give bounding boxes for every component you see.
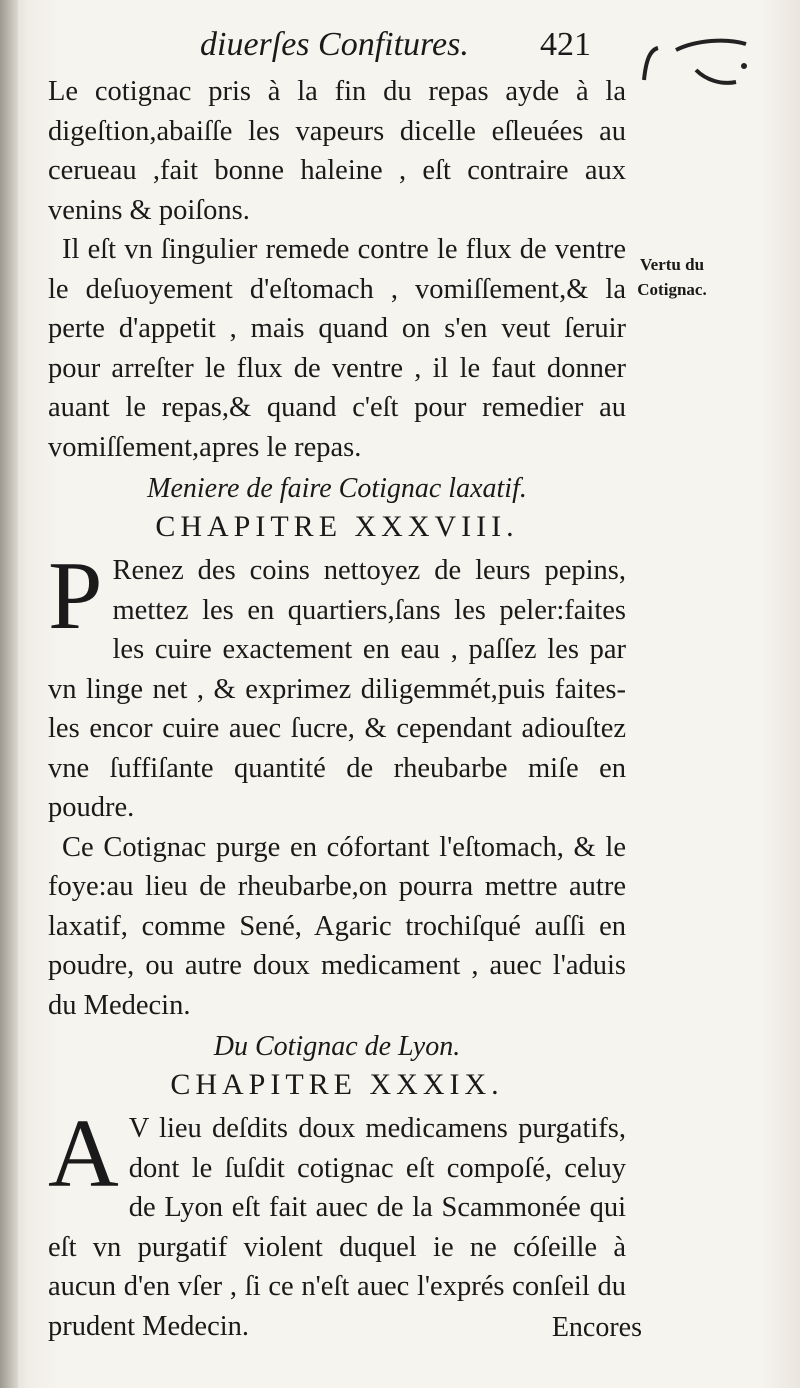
chapter-38-subtitle: Meniere de faire Cotignac laxatif.	[147, 473, 527, 504]
page-number: 421	[540, 26, 591, 63]
chapter-38-paragraph-2: Ce Cotignac purge en cófortant l'eſtomach, & le foye:au lieu de rheubarbe,on pourra mettre autre laxatif, comme Sené, Agaric trochiſqué auſſi en poudre, ou autre doux medicament , auec l'aduis du Medecin.	[48, 831, 626, 1021]
paragraph: Il eſt vn ſingulier remede contre le flux de ventre le deſuoyement d'eſtomach , vomiſſement,& la perte d'appetit , mais quand on s'en veut ſeruir pour arreſter le flux de ventre , il le faut donner auant le repas,& quand c'eſt pour remedier au vomiſſement,apres le repas.	[48, 234, 626, 463]
running-title: diuerſes Confitures.	[200, 26, 469, 63]
chapter-39-heading: CHAPITRE XXXIX.	[170, 1068, 504, 1101]
main-text	[48, 72, 626, 1346]
paragraph: Le cotignac pris à la fin du repas ayde à la digeſtion,abaiſſe les vapeurs dicelle eſleuées au cerueau ,fait bonne haleine , eſt contraire aux venins & poiſons.	[48, 76, 626, 226]
chapter-39-subtitle: Du Cotignac de Lyon.	[213, 1031, 461, 1062]
chapter-38-heading: CHAPITRE XXXVIII.	[155, 510, 519, 543]
chapter-39-paragraph-1-text: V lieu deſdits doux medicamens purgatifs, dont le ſuſdit cotignac eſt compoſé, celuy de Lyon eſt fait auec de la Scammonée qui eſt vn purgatif violent duquel ie ne cóſeille à aucun d'en vſer , ſi ce n'eſt auec l'exprés conſeil du prudent Medecin.	[48, 1113, 626, 1342]
dropcap-letter: A	[48, 1100, 119, 1208]
chapter-38-paragraph-1	[48, 542, 626, 828]
page-header	[200, 18, 640, 68]
margin-note: Vertu du Cotignac.	[637, 255, 707, 299]
catchword: Encores	[551, 1312, 642, 1343]
dropcap-letter: P	[48, 542, 103, 650]
chapter-38-paragraph-1-text: Renez des coins nettoyez de leurs pepins, mettez les en quartiers,ſans les peler:faites les cuire exactement en eau , paſſez les par vn linge net , & exprimez diligemmét,puis faites-les encor cuire auec ſucre, & cependant adiouſtez vne ſuffiſante quantité de rheubarbe miſe en poudre.	[48, 555, 626, 823]
ink-annotation-mark	[636, 30, 766, 120]
chapter-39-paragraph-1	[48, 1100, 626, 1346]
page-spine-shadow	[0, 0, 18, 1388]
